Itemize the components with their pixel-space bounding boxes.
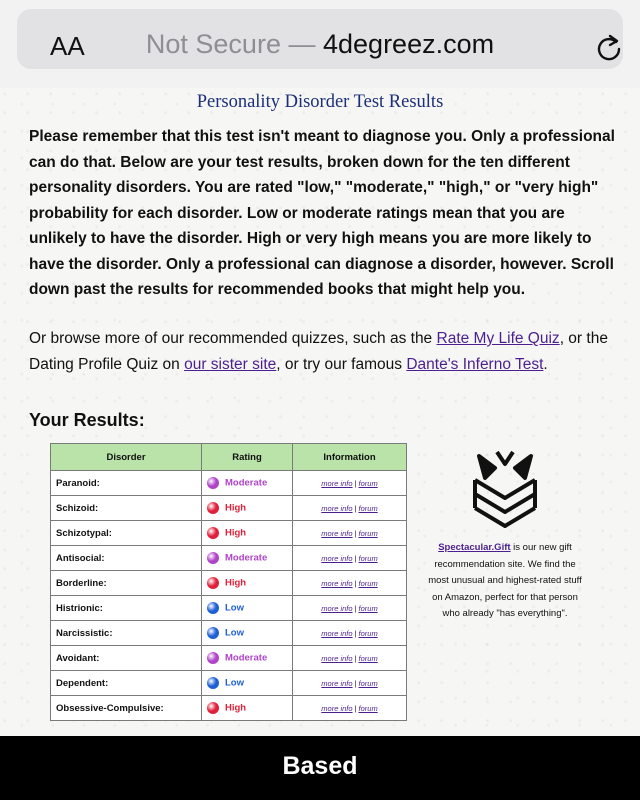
table-row [51,571,407,596]
disorder-name: Narcissistic: [51,621,202,646]
table-row [51,671,407,696]
disorder-name: Histrionic: [51,596,202,621]
table-row [51,596,407,621]
more-info-link[interactable]: more info [321,503,353,513]
table-row [51,471,407,496]
link-separator: | [354,503,357,513]
rating-cell [202,571,293,596]
forum-link[interactable]: forum [358,478,378,488]
info-cell [293,471,407,496]
rating-label: High [225,502,247,514]
info-cell [293,496,407,521]
browse-text-1: Or browse more of our recommended quizzes, such as the [29,330,437,347]
link-separator: | [354,603,357,613]
rating-dot-icon [207,502,219,514]
table-header-row [51,444,407,471]
disorder-name: Antisocial: [51,546,202,571]
table-row [51,521,407,546]
rating-cell [202,496,293,521]
url-separator: — [288,29,316,59]
rating-label: High [225,527,247,539]
more-info-link[interactable]: more info [321,578,353,588]
link-separator: | [354,628,357,638]
more-info-link[interactable]: more info [321,653,353,663]
domain-text: 4degreez.com [323,29,495,59]
rating-dot-icon [207,602,219,614]
rating-dot-icon [207,477,219,489]
forum-link[interactable]: forum [358,553,378,563]
forum-link[interactable]: forum [358,603,378,613]
forum-link[interactable]: forum [358,628,378,638]
more-info-link[interactable]: more info [321,528,353,538]
disorder-name: Avoidant: [51,646,202,671]
disorder-name: Dependent: [51,671,202,696]
header-rating: Rating [202,444,293,471]
info-cell [293,696,407,721]
header-information: Information [293,444,407,471]
rating-dot-icon [207,627,219,639]
disorder-name: Borderline: [51,571,202,596]
more-info-link[interactable]: more info [321,678,353,688]
table-row [51,646,407,671]
spectacular-gift-link[interactable]: Spectacular.Gift [438,542,511,553]
web-page [0,88,640,736]
rating-dot-icon [207,702,219,714]
table-row [51,696,407,721]
forum-link[interactable]: forum [358,578,378,588]
rating-cell [202,671,293,696]
header-disorder: Disorder [51,444,202,471]
info-cell [293,621,407,646]
browser-toolbar [0,0,640,88]
table-row [51,546,407,571]
results-heading: Your Results: [29,410,145,430]
more-info-link[interactable]: more info [321,628,353,638]
link-separator: | [354,678,357,688]
info-cell [293,646,407,671]
rating-dot-icon [207,652,219,664]
rating-label: Moderate [225,652,268,664]
reload-icon[interactable] [594,33,624,63]
disorder-name: Schizotypal: [51,521,202,546]
more-info-link[interactable]: more info [321,603,353,613]
rating-cell [202,471,293,496]
caption-text: Based [282,752,358,780]
rating-dot-icon [207,677,219,689]
forum-link[interactable]: forum [358,678,378,688]
rating-cell [202,646,293,671]
sister-site-link[interactable]: our sister site [184,355,277,373]
rating-cell [202,546,293,571]
security-label: Not Secure [145,29,281,59]
link-separator: | [354,653,357,663]
link-separator: | [354,578,357,588]
rating-cell [202,621,293,646]
rating-cell [202,596,293,621]
info-cell [293,521,407,546]
address-bar[interactable] [17,9,623,69]
rating-dot-icon [207,552,219,564]
more-info-link[interactable]: more info [321,478,353,488]
browse-text-3: , or try our famous [276,355,407,373]
rating-label: High [225,702,247,714]
rating-label: Low [225,627,244,639]
caption-bar [0,736,640,800]
page-title: Personality Disorder Test Results [196,92,444,112]
info-cell [293,571,407,596]
rating-cell [202,696,293,721]
link-separator: | [354,478,357,488]
rating-label: Low [225,677,244,689]
dantes-inferno-test-link[interactable]: Dante's Inferno Test [406,355,544,373]
rating-label: Moderate [225,552,268,564]
info-cell [293,596,407,621]
rating-label: High [225,577,247,589]
url-display[interactable] [17,29,623,60]
forum-link[interactable]: forum [358,653,378,663]
more-info-link[interactable]: more info [321,703,353,713]
more-info-link[interactable]: more info [321,553,353,563]
forum-link[interactable]: forum [358,503,378,513]
info-cell [293,546,407,571]
results-table [50,443,407,721]
browse-text-4: . [543,355,548,373]
table-row [51,621,407,646]
rating-cell [202,521,293,546]
table-row [51,496,407,521]
info-cell [293,671,407,696]
browse-paragraph [29,326,619,377]
gift-icon [455,438,555,538]
browse-text-2: , or the Dating Profile Quiz on [29,330,608,373]
link-separator: | [354,703,357,713]
disorder-name: Paranoid: [51,471,202,496]
rate-my-life-quiz-link[interactable]: Rate My Life Quiz [436,330,560,347]
forum-link[interactable]: forum [358,703,378,713]
disorder-name: Schizoid: [51,496,202,521]
forum-link[interactable]: forum [358,528,378,538]
rating-dot-icon [207,527,219,539]
gift-promo [425,540,585,623]
rating-label: Moderate [225,477,268,489]
disorder-name: Obsessive-Compulsive: [51,696,202,721]
intro-paragraph: Please remember that this test isn't meant to diagnose you. Only a professional can do that. Below are your test results, broken down for the ten different personality disorders. You are rated "low," "moderate," "high," or "very high" probability for each disorder. Low or moderate ratings mean that you are unlikely to have the disorder. High or very high means you are more likely to have the disorder. Only a professional can diagnose a disorder, however. Scroll down past the results for recommended books that might help you. [29,128,615,298]
link-separator: | [354,528,357,538]
reader-text-size-button[interactable]: AA [50,31,85,61]
rating-label: Low [225,602,244,614]
rating-dot-icon [207,577,219,589]
link-separator: | [354,553,357,563]
promo-text: is our new gift recommendation site. We find the most unusual and highest-rated stuff on Amazon, perfect for that person who already "has everything". [428,542,582,619]
